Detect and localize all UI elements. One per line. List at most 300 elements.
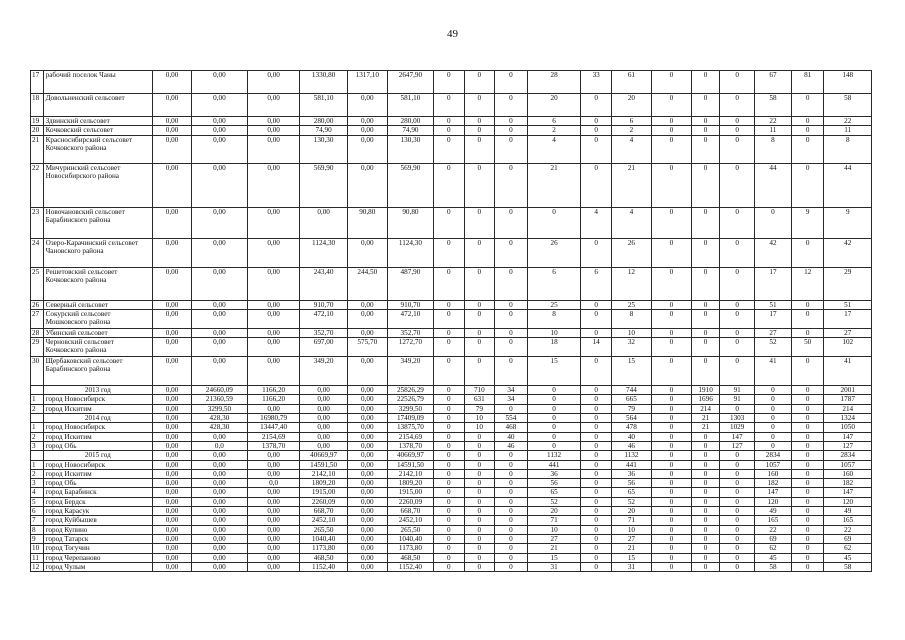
value-cell: 0,00 <box>247 135 300 163</box>
row-number-cell: 19 <box>31 117 44 126</box>
value-cell: 56 <box>611 479 651 488</box>
value-cell: 487,90 <box>387 267 433 300</box>
value-cell: 0 <box>651 553 691 562</box>
value-cell: 32 <box>611 338 651 357</box>
value-cell: 0,00 <box>153 451 192 460</box>
value-cell: 182 <box>824 479 872 488</box>
value-cell: 0 <box>791 488 824 497</box>
value-cell: 0 <box>720 338 755 357</box>
value-cell: 12 <box>611 267 651 300</box>
value-cell: 0,00 <box>347 553 387 562</box>
value-cell: 0 <box>527 414 581 423</box>
value-cell: 1303 <box>720 414 755 423</box>
value-cell: 0 <box>464 300 495 309</box>
value-cell: 0 <box>651 267 691 300</box>
value-cell: 0 <box>495 488 528 497</box>
value-cell: 90,80 <box>347 207 387 238</box>
value-cell: 0 <box>495 479 528 488</box>
value-cell: 11 <box>824 126 872 135</box>
value-cell: 0,00 <box>153 507 192 516</box>
value-cell: 0,00 <box>347 507 387 516</box>
value-cell: 0 <box>720 516 755 525</box>
row-number-cell <box>31 451 44 460</box>
value-cell: 0 <box>464 562 495 571</box>
value-cell: 147 <box>824 432 872 441</box>
value-cell: 10 <box>611 328 651 337</box>
table-row <box>31 238 872 267</box>
value-cell: 0 <box>651 338 691 357</box>
value-cell: 0 <box>495 117 528 126</box>
value-cell: 0 <box>495 163 528 207</box>
value-cell: 21 <box>611 544 651 553</box>
value-cell: 0 <box>720 207 755 238</box>
value-cell: 10 <box>611 525 651 534</box>
value-cell: 2647,90 <box>387 71 433 94</box>
value-cell: 0,00 <box>153 562 192 571</box>
value-cell: 0 <box>720 460 755 469</box>
value-cell: 0 <box>434 441 465 450</box>
value-cell: 20 <box>527 507 581 516</box>
value-cell: 0,00 <box>247 525 300 534</box>
value-cell: 0 <box>581 488 612 497</box>
value-cell: 0 <box>791 562 824 571</box>
value-cell: 0,00 <box>347 516 387 525</box>
value-cell: 17 <box>824 309 872 328</box>
value-cell: 0 <box>495 309 528 328</box>
value-cell: 0,00 <box>247 267 300 300</box>
value-cell: 21 <box>611 163 651 207</box>
value-cell: 0 <box>691 163 719 207</box>
value-cell: 0 <box>720 525 755 534</box>
value-cell: 0,00 <box>192 488 248 497</box>
value-cell: 569,90 <box>387 163 433 207</box>
value-cell: 0 <box>691 460 719 469</box>
municipality-name-cell: город Искитим <box>43 404 152 413</box>
value-cell: 1173,80 <box>300 544 347 553</box>
value-cell: 0 <box>651 309 691 328</box>
value-cell: 40669,97 <box>300 451 347 460</box>
value-cell: 12 <box>791 267 824 300</box>
value-cell: 0,00 <box>153 544 192 553</box>
value-cell: 10 <box>464 414 495 423</box>
value-cell: 0,00 <box>153 414 192 423</box>
row-number-cell: 29 <box>31 338 44 357</box>
value-cell: 0 <box>464 507 495 516</box>
value-cell: 0 <box>691 525 719 534</box>
value-cell: 0 <box>581 117 612 126</box>
value-cell: 42 <box>824 238 872 267</box>
value-cell: 0,00 <box>300 395 347 404</box>
value-cell: 0 <box>464 94 495 117</box>
value-cell: 148 <box>824 71 872 94</box>
value-cell: 0 <box>651 525 691 534</box>
value-cell: 0,00 <box>153 117 192 126</box>
value-cell: 6 <box>581 267 612 300</box>
value-cell: 0 <box>464 451 495 460</box>
value-cell: 0 <box>581 441 612 450</box>
value-cell: 0,00 <box>247 404 300 413</box>
value-cell: 22 <box>824 525 872 534</box>
value-cell: 0 <box>464 460 495 469</box>
value-cell: 1324 <box>824 414 872 423</box>
value-cell: 58 <box>755 562 792 571</box>
value-cell: 20 <box>611 94 651 117</box>
municipality-name-cell: город Купино <box>43 525 152 534</box>
value-cell: 0 <box>464 544 495 553</box>
value-cell: 0,00 <box>192 553 248 562</box>
value-cell: 0,00 <box>347 497 387 506</box>
value-cell: 27 <box>824 328 872 337</box>
value-cell: 51 <box>824 300 872 309</box>
table-row <box>31 163 872 207</box>
value-cell: 0,00 <box>153 386 192 395</box>
value-cell: 0 <box>581 395 612 404</box>
value-cell: 65 <box>611 488 651 497</box>
value-cell: 0,00 <box>300 423 347 432</box>
row-number-cell: 1 <box>31 423 44 432</box>
value-cell: 243,40 <box>300 267 347 300</box>
value-cell: 0,00 <box>192 163 248 207</box>
value-cell: 45 <box>824 553 872 562</box>
value-cell: 0 <box>581 497 612 506</box>
value-cell: 0 <box>464 525 495 534</box>
value-cell: 0,00 <box>192 562 248 571</box>
value-cell: 0,00 <box>192 338 248 357</box>
value-cell: 0 <box>791 94 824 117</box>
value-cell: 0 <box>464 338 495 357</box>
municipality-name-cell: город Татарск <box>43 534 152 543</box>
value-cell: 0 <box>434 300 465 309</box>
value-cell: 0 <box>464 309 495 328</box>
municipality-name-cell: 2013 год <box>43 386 152 395</box>
value-cell: 0,00 <box>347 94 387 117</box>
value-cell: 0 <box>791 357 824 386</box>
value-cell: 0 <box>581 357 612 386</box>
value-cell: 0 <box>691 126 719 135</box>
value-cell: 0 <box>720 71 755 94</box>
value-cell: 26 <box>611 238 651 267</box>
value-cell: 0 <box>651 516 691 525</box>
value-cell: 40669,97 <box>387 451 433 460</box>
value-cell: 0 <box>720 507 755 516</box>
value-cell: 0 <box>434 432 465 441</box>
value-cell: 165 <box>824 516 872 525</box>
row-number-cell: 2 <box>31 432 44 441</box>
row-number-cell: 5 <box>31 497 44 506</box>
municipality-name-cell: город Новосибирск <box>43 395 152 404</box>
value-cell: 0 <box>581 423 612 432</box>
value-cell: 14591,50 <box>300 460 347 469</box>
municipality-name-cell: Щербаковский сельсовет Барабинского района <box>43 357 152 386</box>
value-cell: 0 <box>495 135 528 163</box>
value-cell: 0,00 <box>347 488 387 497</box>
value-cell: 697,00 <box>300 338 347 357</box>
value-cell: 0,00 <box>192 460 248 469</box>
value-cell: 0,00 <box>153 163 192 207</box>
value-cell: 0 <box>720 404 755 413</box>
value-cell: 1124,30 <box>300 238 347 267</box>
table-row <box>31 404 872 413</box>
value-cell: 554 <box>495 414 528 423</box>
value-cell: 0 <box>651 507 691 516</box>
municipality-name-cell: город Куйбышев <box>43 516 152 525</box>
value-cell: 214 <box>824 404 872 413</box>
municipality-name-cell: город Тогучин <box>43 544 152 553</box>
row-number-cell: 8 <box>31 525 44 534</box>
value-cell: 42 <box>755 238 792 267</box>
row-number-cell <box>31 414 44 423</box>
value-cell: 3299,50 <box>387 404 433 413</box>
value-cell: 0 <box>495 267 528 300</box>
value-cell: 468,50 <box>300 553 347 562</box>
value-cell: 441 <box>527 460 581 469</box>
value-cell: 0 <box>464 135 495 163</box>
value-cell: 0,00 <box>153 207 192 238</box>
municipality-name-cell: город Обь <box>43 479 152 488</box>
value-cell: 0 <box>651 432 691 441</box>
value-cell: 0 <box>651 479 691 488</box>
value-cell: 0,00 <box>347 238 387 267</box>
table-row <box>31 300 872 309</box>
value-cell: 0,00 <box>153 126 192 135</box>
value-cell: 0 <box>651 126 691 135</box>
value-cell: 44 <box>824 163 872 207</box>
value-cell: 0 <box>691 432 719 441</box>
value-cell: 0 <box>691 507 719 516</box>
value-cell: 0 <box>791 432 824 441</box>
value-cell: 0,00 <box>192 328 248 337</box>
value-cell: 91 <box>720 386 755 395</box>
value-cell: 130,30 <box>300 135 347 163</box>
value-cell: 0 <box>791 544 824 553</box>
value-cell: 1173,80 <box>387 544 433 553</box>
municipality-name-cell: Черновский сельсовет Кочковского района <box>43 338 152 357</box>
value-cell: 0,00 <box>347 414 387 423</box>
value-cell: 0,00 <box>153 309 192 328</box>
value-cell: 0 <box>651 488 691 497</box>
table-row <box>31 395 872 404</box>
value-cell: 0 <box>581 300 612 309</box>
row-number-cell: 1 <box>31 460 44 469</box>
value-cell: 2260,09 <box>387 497 433 506</box>
value-cell: 127 <box>824 441 872 450</box>
value-cell: 0 <box>791 451 824 460</box>
table-row <box>31 544 872 553</box>
value-cell: 0 <box>691 516 719 525</box>
value-cell: 0 <box>581 479 612 488</box>
value-cell: 0,00 <box>153 71 192 94</box>
value-cell: 0 <box>651 544 691 553</box>
value-cell: 14 <box>581 338 612 357</box>
value-cell: 0,00 <box>153 94 192 117</box>
value-cell: 0,00 <box>300 432 347 441</box>
value-cell: 0,00 <box>153 525 192 534</box>
value-cell: 710 <box>464 386 495 395</box>
value-cell: 0 <box>581 309 612 328</box>
value-cell: 52 <box>527 497 581 506</box>
value-cell: 0 <box>527 404 581 413</box>
value-cell: 244,50 <box>347 267 387 300</box>
value-cell: 1330,80 <box>300 71 347 94</box>
value-cell: 81 <box>791 71 824 94</box>
value-cell: 581,10 <box>387 94 433 117</box>
value-cell: 120 <box>824 497 872 506</box>
value-cell: 0,00 <box>247 488 300 497</box>
value-cell: 0 <box>691 117 719 126</box>
value-cell: 0 <box>691 267 719 300</box>
value-cell: 27 <box>527 534 581 543</box>
value-cell: 0,00 <box>192 300 248 309</box>
value-cell: 668,70 <box>387 507 433 516</box>
value-cell: 69 <box>824 534 872 543</box>
value-cell: 0 <box>720 534 755 543</box>
row-number-cell: 3 <box>31 479 44 488</box>
value-cell: 0 <box>691 469 719 478</box>
table-row <box>31 135 872 163</box>
value-cell: 0 <box>720 238 755 267</box>
value-cell: 31 <box>611 562 651 571</box>
value-cell: 0 <box>464 441 495 450</box>
value-cell: 0 <box>691 300 719 309</box>
value-cell: 41 <box>755 357 792 386</box>
value-cell: 0 <box>651 357 691 386</box>
value-cell: 0,00 <box>247 71 300 94</box>
value-cell: 0,00 <box>192 534 248 543</box>
value-cell: 10 <box>527 328 581 337</box>
value-cell: 1166,20 <box>247 386 300 395</box>
value-cell: 0 <box>651 163 691 207</box>
value-cell: 0,00 <box>347 469 387 478</box>
value-cell: 0 <box>495 338 528 357</box>
value-cell: 0 <box>434 562 465 571</box>
value-cell: 46 <box>495 441 528 450</box>
value-cell: 4 <box>611 135 651 163</box>
value-cell: 0 <box>464 357 495 386</box>
value-cell: 17 <box>755 267 792 300</box>
value-cell: 0 <box>755 414 792 423</box>
row-number-cell: 24 <box>31 238 44 267</box>
value-cell: 0 <box>581 238 612 267</box>
row-number-cell <box>31 386 44 395</box>
value-cell: 0 <box>720 469 755 478</box>
table-row <box>31 309 872 328</box>
value-cell: 17409,09 <box>387 414 433 423</box>
value-cell: 0,00 <box>153 267 192 300</box>
value-cell: 0 <box>651 451 691 460</box>
value-cell: 0 <box>691 553 719 562</box>
value-cell: 71 <box>611 516 651 525</box>
value-cell: 0,00 <box>192 357 248 386</box>
value-cell: 2142,10 <box>300 469 347 478</box>
value-cell: 0,00 <box>347 534 387 543</box>
value-cell: 6 <box>611 117 651 126</box>
value-cell: 0,00 <box>247 507 300 516</box>
value-cell: 0 <box>495 544 528 553</box>
municipality-name-cell: Озеро-Карачинский сельсовет Чановского района <box>43 238 152 267</box>
value-cell: 0 <box>691 238 719 267</box>
value-cell: 0 <box>791 497 824 506</box>
value-cell: 0,00 <box>192 309 248 328</box>
value-cell: 2001 <box>824 386 872 395</box>
value-cell: 0 <box>791 117 824 126</box>
row-number-cell: 23 <box>31 207 44 238</box>
value-cell: 910,70 <box>300 300 347 309</box>
value-cell: 0 <box>691 488 719 497</box>
value-cell: 0 <box>434 126 465 135</box>
value-cell: 0 <box>434 516 465 525</box>
value-cell: 0,00 <box>247 357 300 386</box>
value-cell: 0,00 <box>347 357 387 386</box>
value-cell: 0,00 <box>192 267 248 300</box>
value-cell: 472,10 <box>387 309 433 328</box>
value-cell: 91 <box>720 395 755 404</box>
value-cell: 0 <box>434 207 465 238</box>
value-cell: 0 <box>527 423 581 432</box>
value-cell: 0,00 <box>192 71 248 94</box>
value-cell: 0 <box>434 395 465 404</box>
row-number-cell: 12 <box>31 562 44 571</box>
row-number-cell: 3 <box>31 441 44 450</box>
value-cell: 51 <box>755 300 792 309</box>
table-row <box>31 94 872 117</box>
value-cell: 0 <box>527 432 581 441</box>
value-cell: 0,00 <box>153 469 192 478</box>
value-cell: 665 <box>611 395 651 404</box>
value-cell: 58 <box>824 562 872 571</box>
value-cell: 0 <box>464 126 495 135</box>
value-cell: 0 <box>434 94 465 117</box>
value-cell: 1378,70 <box>247 441 300 450</box>
value-cell: 34 <box>495 395 528 404</box>
value-cell: 1317,10 <box>347 71 387 94</box>
value-cell: 9 <box>824 207 872 238</box>
value-cell: 0,00 <box>347 479 387 488</box>
value-cell: 0,00 <box>347 135 387 163</box>
value-cell: 1809,20 <box>387 479 433 488</box>
value-cell: 0 <box>434 309 465 328</box>
value-cell: 265,50 <box>387 525 433 534</box>
value-cell: 0,00 <box>153 432 192 441</box>
value-cell: 74,90 <box>300 126 347 135</box>
value-cell: 67 <box>755 71 792 94</box>
value-cell: 472,10 <box>300 309 347 328</box>
value-cell: 0,00 <box>153 404 192 413</box>
value-cell: 441 <box>611 460 651 469</box>
value-cell: 0 <box>581 451 612 460</box>
value-cell: 0 <box>791 300 824 309</box>
value-cell: 0,00 <box>247 238 300 267</box>
municipality-name-cell: Мичуринский сельсовет Новосибирского района <box>43 163 152 207</box>
value-cell: 0 <box>434 71 465 94</box>
value-cell: 0 <box>691 338 719 357</box>
value-cell: 49 <box>755 507 792 516</box>
row-number-cell: 7 <box>31 516 44 525</box>
value-cell: 2 <box>527 126 581 135</box>
value-cell: 0 <box>581 525 612 534</box>
value-cell: 0 <box>651 534 691 543</box>
value-cell: 0 <box>527 207 581 238</box>
municipality-name-cell: Решетовский сельсовет Кочковского района <box>43 267 152 300</box>
value-cell: 0 <box>791 534 824 543</box>
value-cell: 0 <box>434 414 465 423</box>
value-cell: 22 <box>824 117 872 126</box>
value-cell: 0,00 <box>153 338 192 357</box>
value-cell: 0 <box>691 94 719 117</box>
value-cell: 0 <box>691 479 719 488</box>
value-cell: 36 <box>527 469 581 478</box>
value-cell: 0,00 <box>347 395 387 404</box>
value-cell: 0 <box>691 309 719 328</box>
